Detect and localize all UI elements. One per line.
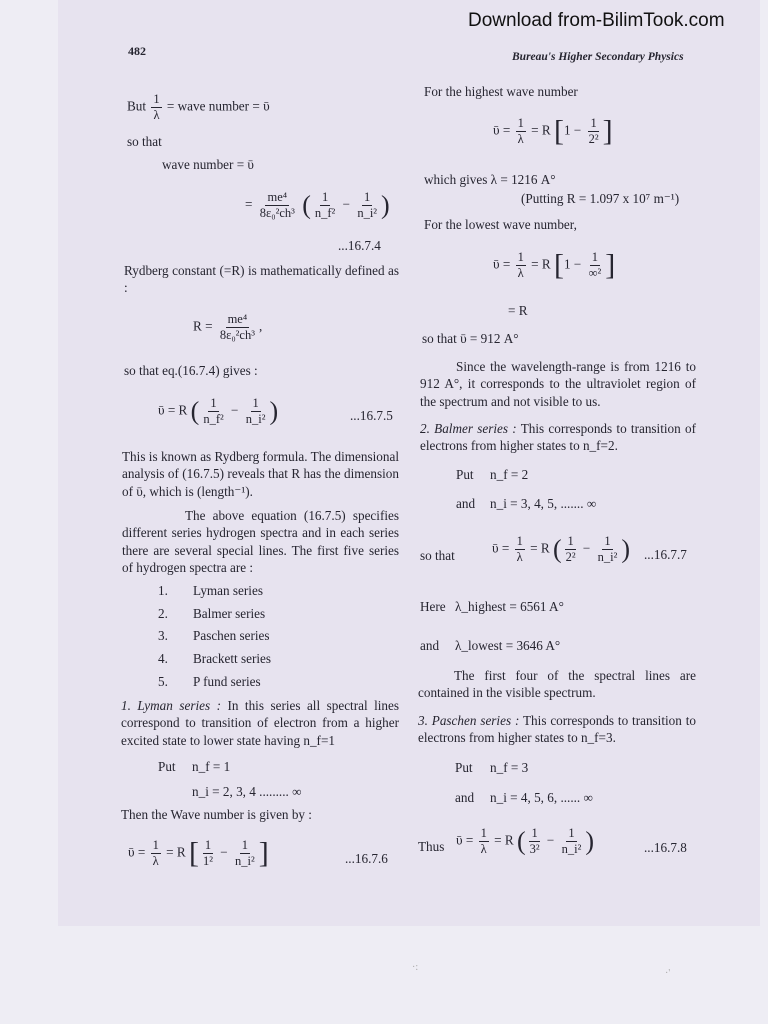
- list-number: 4.: [158, 651, 168, 666]
- so-that-balmer: so that: [420, 548, 455, 563]
- ni-paschen-values: n_i = 4, 5, 6, ...... ∞: [490, 790, 593, 805]
- and-label-lambda: and: [420, 638, 440, 653]
- list-item: Brackett series: [193, 651, 271, 666]
- lyman-series-paragraph: 1. Lyman series : In this series all spectral lines correspond to transition of electron from a higher excited state to lower state having n_f=1: [121, 698, 399, 748]
- scan-speck: ·:: [412, 962, 419, 973]
- paschen-series-paragraph: 3. Paschen series : This corresponds to transition to electrons from higher states to n_f=3.: [418, 713, 696, 746]
- put-label: Put: [158, 759, 176, 774]
- equation-number-16-7-7: ...16.7.7: [644, 547, 687, 562]
- balmer-series-paragraph: 2. Balmer series : This corresponds to transition of electrons from higher states to n_f=2.: [420, 421, 696, 454]
- rydberg-definition: Rydberg constant (=R) is mathematically defined as :: [124, 263, 399, 296]
- put-label-balmer: Put: [456, 467, 474, 482]
- running-head: Bureau's Higher Secondary Physics: [512, 51, 684, 63]
- so-that-912-text: so that ῡ = 912 A°: [422, 331, 519, 346]
- list-item: P fund series: [193, 674, 261, 689]
- lambda-lowest: λ_lowest = 3646 A°: [455, 638, 561, 653]
- balmer-wave-equation: ῡ = $\frac{1}{\lambda}$ = R ( $\frac{1}{\text{2²}}$ − $\frac{1}{\text{n\_i²}}$ ): [492, 534, 631, 564]
- main-wave-equation: = $\frac{\text{me⁴}}{\text{8ε₀²ch³}}$ ( $\frac{1}{\text{n\_f²}}$ − $\frac{1}{\text{n\_i²}}$ ): [245, 190, 390, 220]
- putting-r-text: (Putting R = 1.097 x 10⁷ m⁻¹): [521, 191, 680, 206]
- lyman-wave-equation: ῡ = $\frac{1}{\lambda}$ = R [ $\frac{1}{\text{1²}}$ − $\frac{1}{\text{n\_i²}}$ ]: [128, 836, 269, 870]
- first-four-paragraph: The first four of the spectral lines are contained in the visible spectrum.: [418, 668, 696, 701]
- equation-number-16-7-5: ...16.7.5: [350, 408, 393, 423]
- thus-label: Thus: [418, 839, 445, 854]
- lowest-wave-number-heading: For the lowest wave number,: [424, 217, 577, 232]
- but-equation: But $\frac{1}{\lambda}$ = wave number = ῡ: [127, 92, 270, 122]
- lambda-highest: λ_highest = 6561 A°: [455, 599, 564, 614]
- highest-wave-number-heading: For the highest wave number: [424, 84, 578, 99]
- so-that-text: so that: [127, 134, 162, 149]
- and-label-paschen: and: [455, 790, 475, 805]
- list-item: Lyman series: [193, 583, 263, 598]
- paschen-wave-equation: ῡ = $\frac{1}{\lambda}$ = R ( $\frac{1}{\text{3²}}$ − $\frac{1}{\text{n\_i²}}$ ): [456, 826, 595, 856]
- list-item: Balmer series: [193, 606, 266, 621]
- put-label-paschen: Put: [455, 760, 473, 775]
- which-gives-text: which gives λ = 1216 A°: [424, 172, 556, 187]
- nf-equals-1: n_f = 1: [192, 759, 231, 774]
- lowest-wave-equation: ῡ = $\frac{1}{\lambda}$ = R [1 − $\frac{1}{\text{∞²}}$ ]: [493, 248, 616, 282]
- rydberg-formula: ῡ = R ( $\frac{1}{\text{n\_f²}}$ − $\frac{1}{\text{n\_i²}}$ ): [158, 396, 279, 426]
- list-number: 3.: [158, 628, 168, 643]
- nf-equals-3: n_f = 3: [490, 760, 529, 775]
- page-number: 482: [128, 44, 146, 58]
- above-equation-paragraph: The above equation (16.7.5) specifies different series hydrogen spectra and in each series there are several special lines. The first five series of hydrogen spectra are :: [122, 508, 399, 576]
- rydberg-constant-equation: R = $\frac{\text{me⁴}}{\text{8ε₀²ch³}}$ ,: [193, 312, 263, 342]
- list-number: 1.: [158, 583, 168, 598]
- list-number: 5.: [158, 674, 168, 689]
- so-that-eq-text: so that eq.(16.7.4) gives :: [124, 363, 258, 378]
- nf-equals-2: n_f = 2: [490, 467, 529, 482]
- scan-speck: ·': [665, 968, 671, 979]
- ni-lyman-values: n_i = 2, 3, 4 ......... ∞: [192, 784, 302, 799]
- rydberg-formula-paragraph: This is known as Rydberg formula. The dimensional analysis of (16.7.5) reveals that R has the dimension of ῡ, which is (length⁻¹).: [122, 449, 399, 499]
- wave-number-eq: wave number = ῡ: [162, 157, 254, 172]
- highest-wave-equation: ῡ = $\frac{1}{\lambda}$ = R [1 − $\frac{1}{\text{2²}}$ ]: [493, 114, 613, 148]
- equation-number-16-7-8: ...16.7.8: [644, 840, 687, 855]
- list-item: Paschen series: [193, 628, 270, 643]
- wavelength-range-paragraph: Since the wavelength-range is from 1216 to 912 A°, it corresponds to the ultraviolet region of the spectrum and not visible to us.: [420, 359, 696, 409]
- equation-number-16-7-4: ...16.7.4: [338, 238, 381, 253]
- list-number: 2.: [158, 606, 168, 621]
- ni-balmer-values: n_i = 3, 4, 5, ....... ∞: [490, 496, 597, 511]
- equals-r-text: = R: [508, 303, 528, 318]
- watermark-text[interactable]: Download from-BilimTook.com: [468, 10, 725, 31]
- here-label: Here: [420, 599, 446, 614]
- then-wave-number-text: Then the Wave number is given by :: [121, 807, 312, 822]
- equation-number-16-7-6: ...16.7.6: [345, 851, 388, 866]
- and-label-balmer: and: [456, 496, 476, 511]
